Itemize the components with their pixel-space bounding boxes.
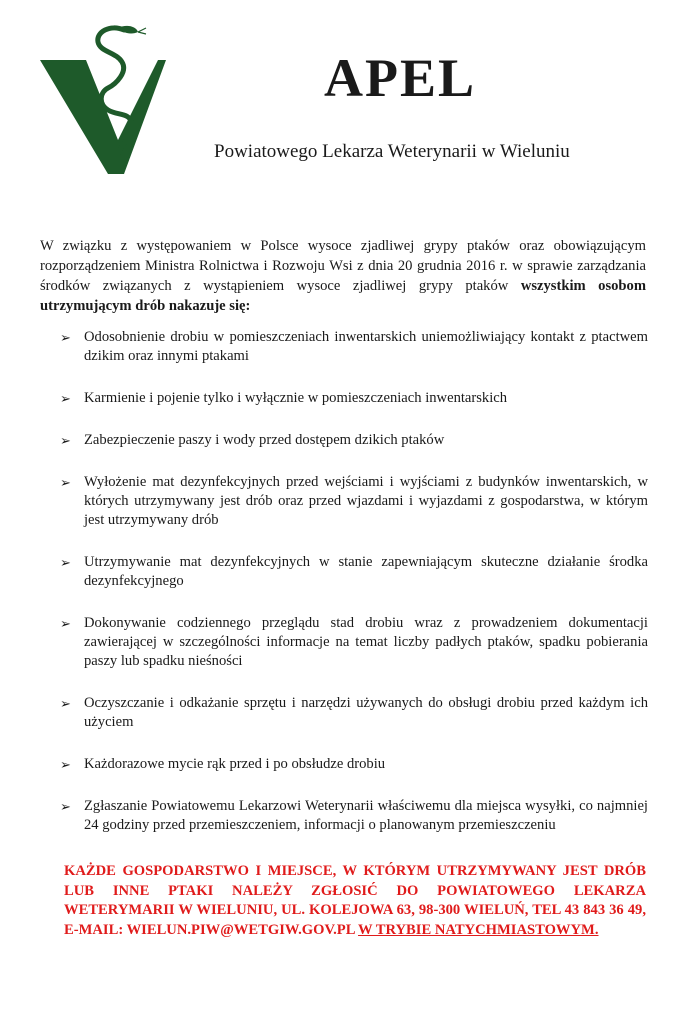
list-item — [60, 694, 648, 732]
intro-bold-text: wszystkim osobom utrzymującym drób nakazuje się: — [40, 278, 646, 314]
registration-notice — [64, 862, 646, 940]
list-item-text: Zgłaszanie Powiatowemu Lekarzowi Weterynarii właściwemu dla miejsca wysyłki, co najmniej 24 godziny przed przemieszczeniem, informacji o planowanym przemieszczeniu — [84, 798, 648, 833]
page-subtitle: Powiatowego Lekarza Weterynarii w Wieluniu — [214, 141, 570, 162]
list-item — [60, 389, 648, 408]
veterinary-snake-v-logo-icon — [38, 22, 168, 182]
list-item — [60, 328, 648, 366]
notice-urgent-text: W TRYBIE NATYCHMIASTOWYM. — [358, 921, 599, 938]
list-item-text: Utrzymywanie mat dezynfekcyjnych w stanie zapewniającym skuteczne działanie środka dezynfekcyjnego — [84, 554, 648, 589]
list-item-text: Oczyszczanie i odkażanie sprzętu i narzędzi używanych do obsługi drobiu przed każdym ich użyciem — [84, 695, 648, 730]
arrow-bullet-icon: ➢ — [60, 696, 71, 711]
list-item — [60, 614, 648, 671]
arrow-bullet-icon: ➢ — [60, 475, 71, 490]
list-item-text: Karmienie i pojenie tylko i wyłącznie w pomieszczeniach inwentarskich — [84, 390, 508, 406]
page-title: APEL — [323, 48, 477, 108]
arrow-bullet-icon: ➢ — [60, 799, 71, 814]
requirements-list — [60, 328, 648, 858]
list-item — [60, 473, 648, 530]
notice-text: KAŻDE GOSPODARSTWO I MIEJSCE, W KTÓRYM UTRZYMYWANY JEST DRÓB LUB INNE PTAKI NALEŻY ZGŁOSIĆ DO POWIATOWEGO LEKARZA WETERYMARII W WIELUNIU, UL. KOLEJOWA 63, 98-300 WIELUŃ, TEL 43 843 36 49, E-MAIL: WIELUN.PIW@WETGIW.GOV.PL — [64, 863, 646, 938]
intro-text: W związku z występowaniem w Polsce wysoce zjadliwej grypy ptaków oraz obowiązującym rozporządzeniem Ministra Rolnictwa i Rozwoju Wsi z dnia 20 grudnia 2016 r. w sprawie zarządzania środków związanych z wystąpieniem wysoce zjadliwej grypy ptaków — [40, 238, 646, 294]
list-item — [60, 431, 648, 450]
arrow-bullet-icon: ➢ — [60, 757, 71, 772]
list-item — [60, 797, 648, 835]
arrow-bullet-icon: ➢ — [60, 330, 71, 345]
list-item-text: Wyłożenie mat dezynfekcyjnych przed wejściami i wyjściami z budynków inwentarskich, w których utrzymywany jest drób oraz przed wjazdami i wyjazdami z gospodarstwa, w którym jest utrzymywany drób — [84, 474, 648, 528]
list-item-text: Każdorazowe mycie rąk przed i po obsłudze drobiu — [84, 756, 386, 772]
arrow-bullet-icon: ➢ — [60, 391, 71, 406]
list-item-text: Dokonywanie codziennego przeglądu stad drobiu wraz z prowadzeniem dokumentacji zawierającej w szczególności informacje na temat liczby padłych ptaków, spadku pobierania paszy lub spadku nieśności — [84, 615, 648, 669]
list-item — [60, 553, 648, 591]
list-item-text: Odosobnienie drobiu w pomieszczeniach inwentarskich uniemożliwiający kontakt z ptactwem dzikim oraz innymi ptakami — [84, 329, 648, 364]
arrow-bullet-icon: ➢ — [60, 616, 71, 631]
list-item — [60, 755, 648, 774]
intro-paragraph — [40, 236, 646, 316]
arrow-bullet-icon: ➢ — [60, 555, 71, 570]
arrow-bullet-icon: ➢ — [60, 433, 71, 448]
list-item-text: Zabezpieczenie paszy i wody przed dostępem dzikich ptaków — [84, 432, 445, 448]
